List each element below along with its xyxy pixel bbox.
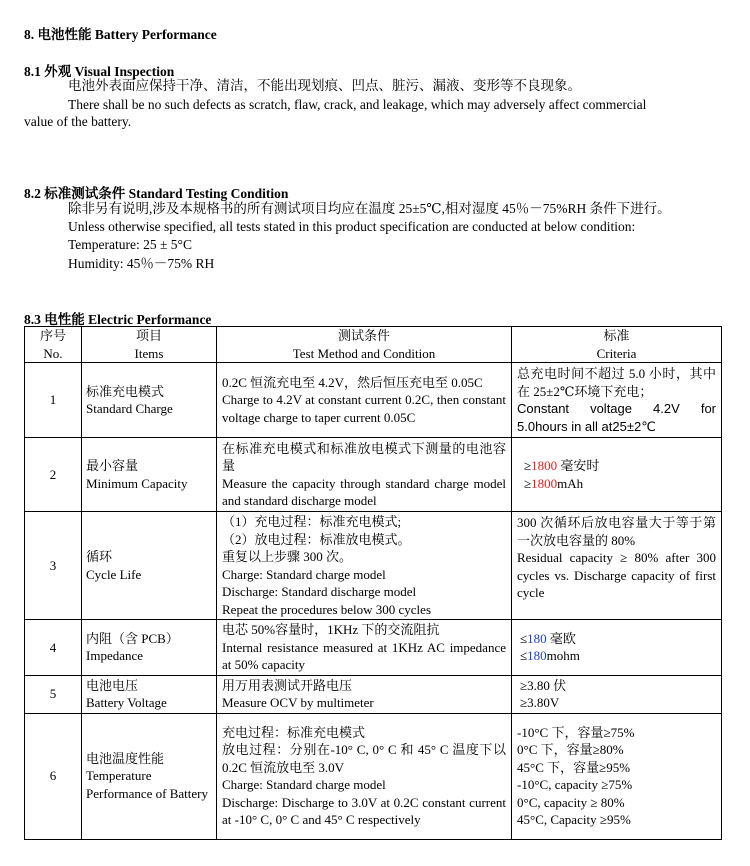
visual-inspection-zh: 电池外表面应保持干净、清洁，不能出现划痕、凹点、脏污、漏液、变形等不良现象。 <box>68 78 581 93</box>
table-header-row <box>25 327 722 363</box>
table-row <box>25 675 722 713</box>
header-criteria: 标准 Criteria <box>512 327 722 363</box>
section-8-2-title: 8.2 标准测试条件 Standard Testing Condition <box>24 186 289 201</box>
row-criteria: 总充电时间不超过 5.0 小时，其中在 25±2℃环境下充电； Constant voltage 4.2V for 5.0hours in all at25±2℃ <box>512 363 722 438</box>
impedance-value: 180 <box>527 630 547 646</box>
row-no: 3 <box>25 512 82 620</box>
visual-inspection-en-line1: There shall be no such defects as scratch, flaw, crack, and leakage, which may adversely affect commercial <box>68 97 647 112</box>
row-criteria: ≤180 毫欧 ≤180mohm <box>512 620 722 676</box>
row-criteria: ≥1800 毫安时 ≥1800mAh <box>512 438 722 512</box>
row-no: 5 <box>25 675 82 713</box>
row-item: 内阻（含 PCB） Impedance <box>82 620 217 676</box>
section-8-1-title: 8.1 外观 Visual Inspection <box>24 64 175 79</box>
row-no: 1 <box>25 363 82 438</box>
humidity-condition: Humidity: 45％－75% RH <box>68 256 215 271</box>
row-method: 用万用表测试开路电压 Measure OCV by multimeter <box>217 675 512 713</box>
table-row <box>25 438 722 512</box>
visual-inspection-en-line2: value of the battery. <box>24 114 132 129</box>
row-item: 电池电压 Battery Voltage <box>82 675 217 713</box>
row-no: 2 <box>25 438 82 512</box>
row-method: 电芯 50%容量时，1KHz 下的交流阻抗 Internal resistance measured at 1KHz AC impedance at 50% capacity <box>217 620 512 676</box>
row-criteria: -10°C 下，容量≥75% 0°C 下，容量≥80% 45°C 下，容量≥95% -10°C, capacity ≥75% 0°C, capacity ≥ 80% 45°C, Capacity ≥95% <box>512 713 722 839</box>
table-row <box>25 363 722 438</box>
row-method: 在标准充电模式和标准放电模式下测量的电池容量 Measure the capacity through standard charge model and standard discharge model <box>217 438 512 512</box>
row-item: 最小容量 Minimum Capacity <box>82 438 217 512</box>
row-method: 0.2C 恒流充电至 4.2V，然后恒压充电至 0.05C Charge to 4.2V at constant current 0.2C, then constant voltage charge to taper current 0.05C <box>217 363 512 438</box>
row-no: 4 <box>25 620 82 676</box>
table-row <box>25 512 722 620</box>
table-row <box>25 713 722 839</box>
row-item: 电池温度性能 Temperature Performance of Battery <box>82 713 217 839</box>
header-no: 序号 No. <box>25 327 82 363</box>
section-8-3-title: 8.3 电性能 Electric Performance <box>24 312 212 327</box>
row-item: 标准充电模式 Standard Charge <box>82 363 217 438</box>
table-row <box>25 620 722 676</box>
testing-condition-en: Unless otherwise specified, all tests stated in this product specification are conducted at below condition: <box>68 219 636 234</box>
header-method: 测试条件 Test Method and Condition <box>217 327 512 363</box>
row-no: 6 <box>25 713 82 839</box>
section-8-title: 8. 电池性能 Battery Performance <box>24 27 217 42</box>
temperature-condition: Temperature: 25 ± 5°C <box>68 237 192 252</box>
row-criteria: ≥3.80 伏 ≥3.80V <box>512 675 722 713</box>
electric-performance-table <box>24 326 722 840</box>
header-items: 项目 Items <box>82 327 217 363</box>
row-criteria: 300 次循环后放电容量大于等于第一次放电容量的 80% Residual capacity ≥ 80% after 300 cycles vs. Discharge capacity of first cycle <box>512 512 722 620</box>
row-item: 循环 Cycle Life <box>82 512 217 620</box>
row-method: （1）充电过程：标准充电模式; （2）放电过程：标准放电模式。 重复以上步骤 300 次。 Charge: Standard charge model Discharge: Standard discharge model Repeat the procedures below 300 cycles <box>217 512 512 620</box>
row-method: 充电过程：标准充电模式 放电过程：分别在-10° C, 0° C 和 45° C 温度下以 0.2C 恒流放电至 3.0V Charge: Standard charge model Discharge: Discharge to 3.0V at 0.2C constant current at -10° C, 0° C and 45° C respectively <box>217 713 512 839</box>
min-capacity-value: 1800 <box>531 458 558 473</box>
testing-condition-zh: 除非另有说明,涉及本规格书的所有测试项目均应在温度 25±5℃,相对湿度 45％－75%RH 条件下进行。 <box>68 201 671 216</box>
